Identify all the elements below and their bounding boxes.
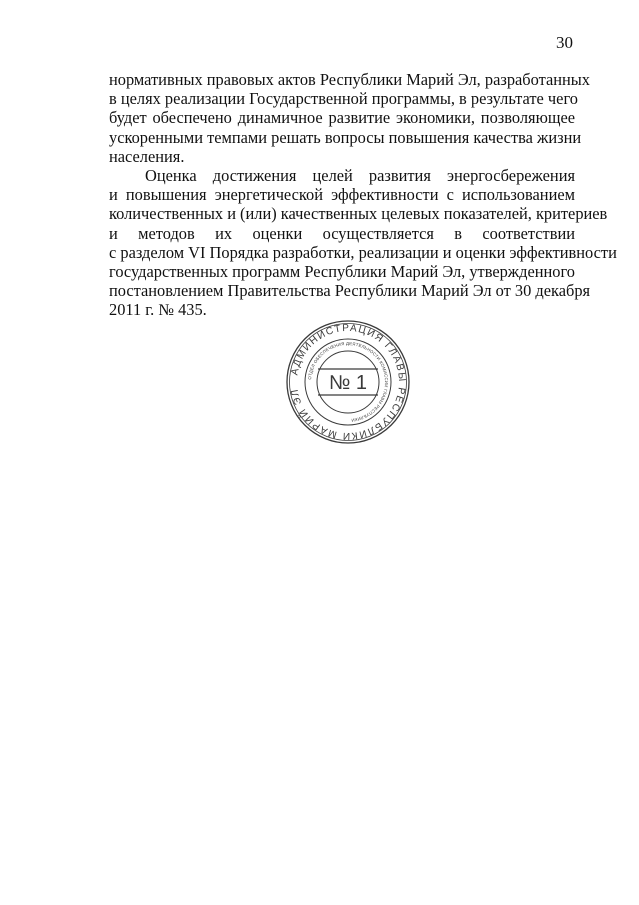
text-line: 2011 г. № 435.: [109, 300, 207, 320]
body-text: [109, 70, 617, 320]
stamp-outer-text: АДМИНИСТРАЦИЯ ГЛАВЫ РЕСПУБЛИКИ МАРИЙ ЭЛ: [289, 322, 408, 442]
official-stamp: [285, 319, 411, 445]
text-line: количественных и (или) качественных целевых показателей, критериев: [109, 204, 608, 224]
stamp-seal: [285, 319, 411, 445]
text-line: и методов их оценки осуществляется в соответствии: [109, 223, 575, 243]
text-line: Оценка достижения целей развития энергосбережения: [145, 166, 575, 186]
stamp-number: № 1: [328, 372, 368, 394]
text-line: и повышения энергетической эффективности с использованием: [109, 185, 575, 205]
text-line: нормативных правовых актов Республики Марий Эл, разработанных: [109, 70, 590, 89]
text-line: ускоренными темпами решать вопросы повышения качества жизни: [109, 127, 582, 147]
page-number: 30: [556, 33, 573, 52]
text-line: населения.: [109, 146, 185, 166]
text-line: государственных программ Республики Марий Эл, утвержденного: [109, 262, 575, 282]
text-line: в целях реализации Государственной программы, в результате чего: [109, 89, 578, 109]
paragraph-1: [109, 70, 590, 166]
text-line: с разделом VI Порядка разработки, реализации и оценки эффективности: [109, 242, 617, 262]
text-line: будет обеспечено динамичное развитие экономики, позволяющее: [109, 108, 575, 128]
paragraph-2: [109, 166, 617, 320]
stamp-inner-text: ОТДЕЛ ОБЕСПЕЧЕНИЯ ДЕЯТЕЛЬНОСТИ КОМИССИИ ГЛАВЫ РЕСПУБЛИКИ: [307, 340, 390, 423]
text-line: постановлением Правительства Республики Марий Эл от 30 декабря: [109, 281, 591, 301]
